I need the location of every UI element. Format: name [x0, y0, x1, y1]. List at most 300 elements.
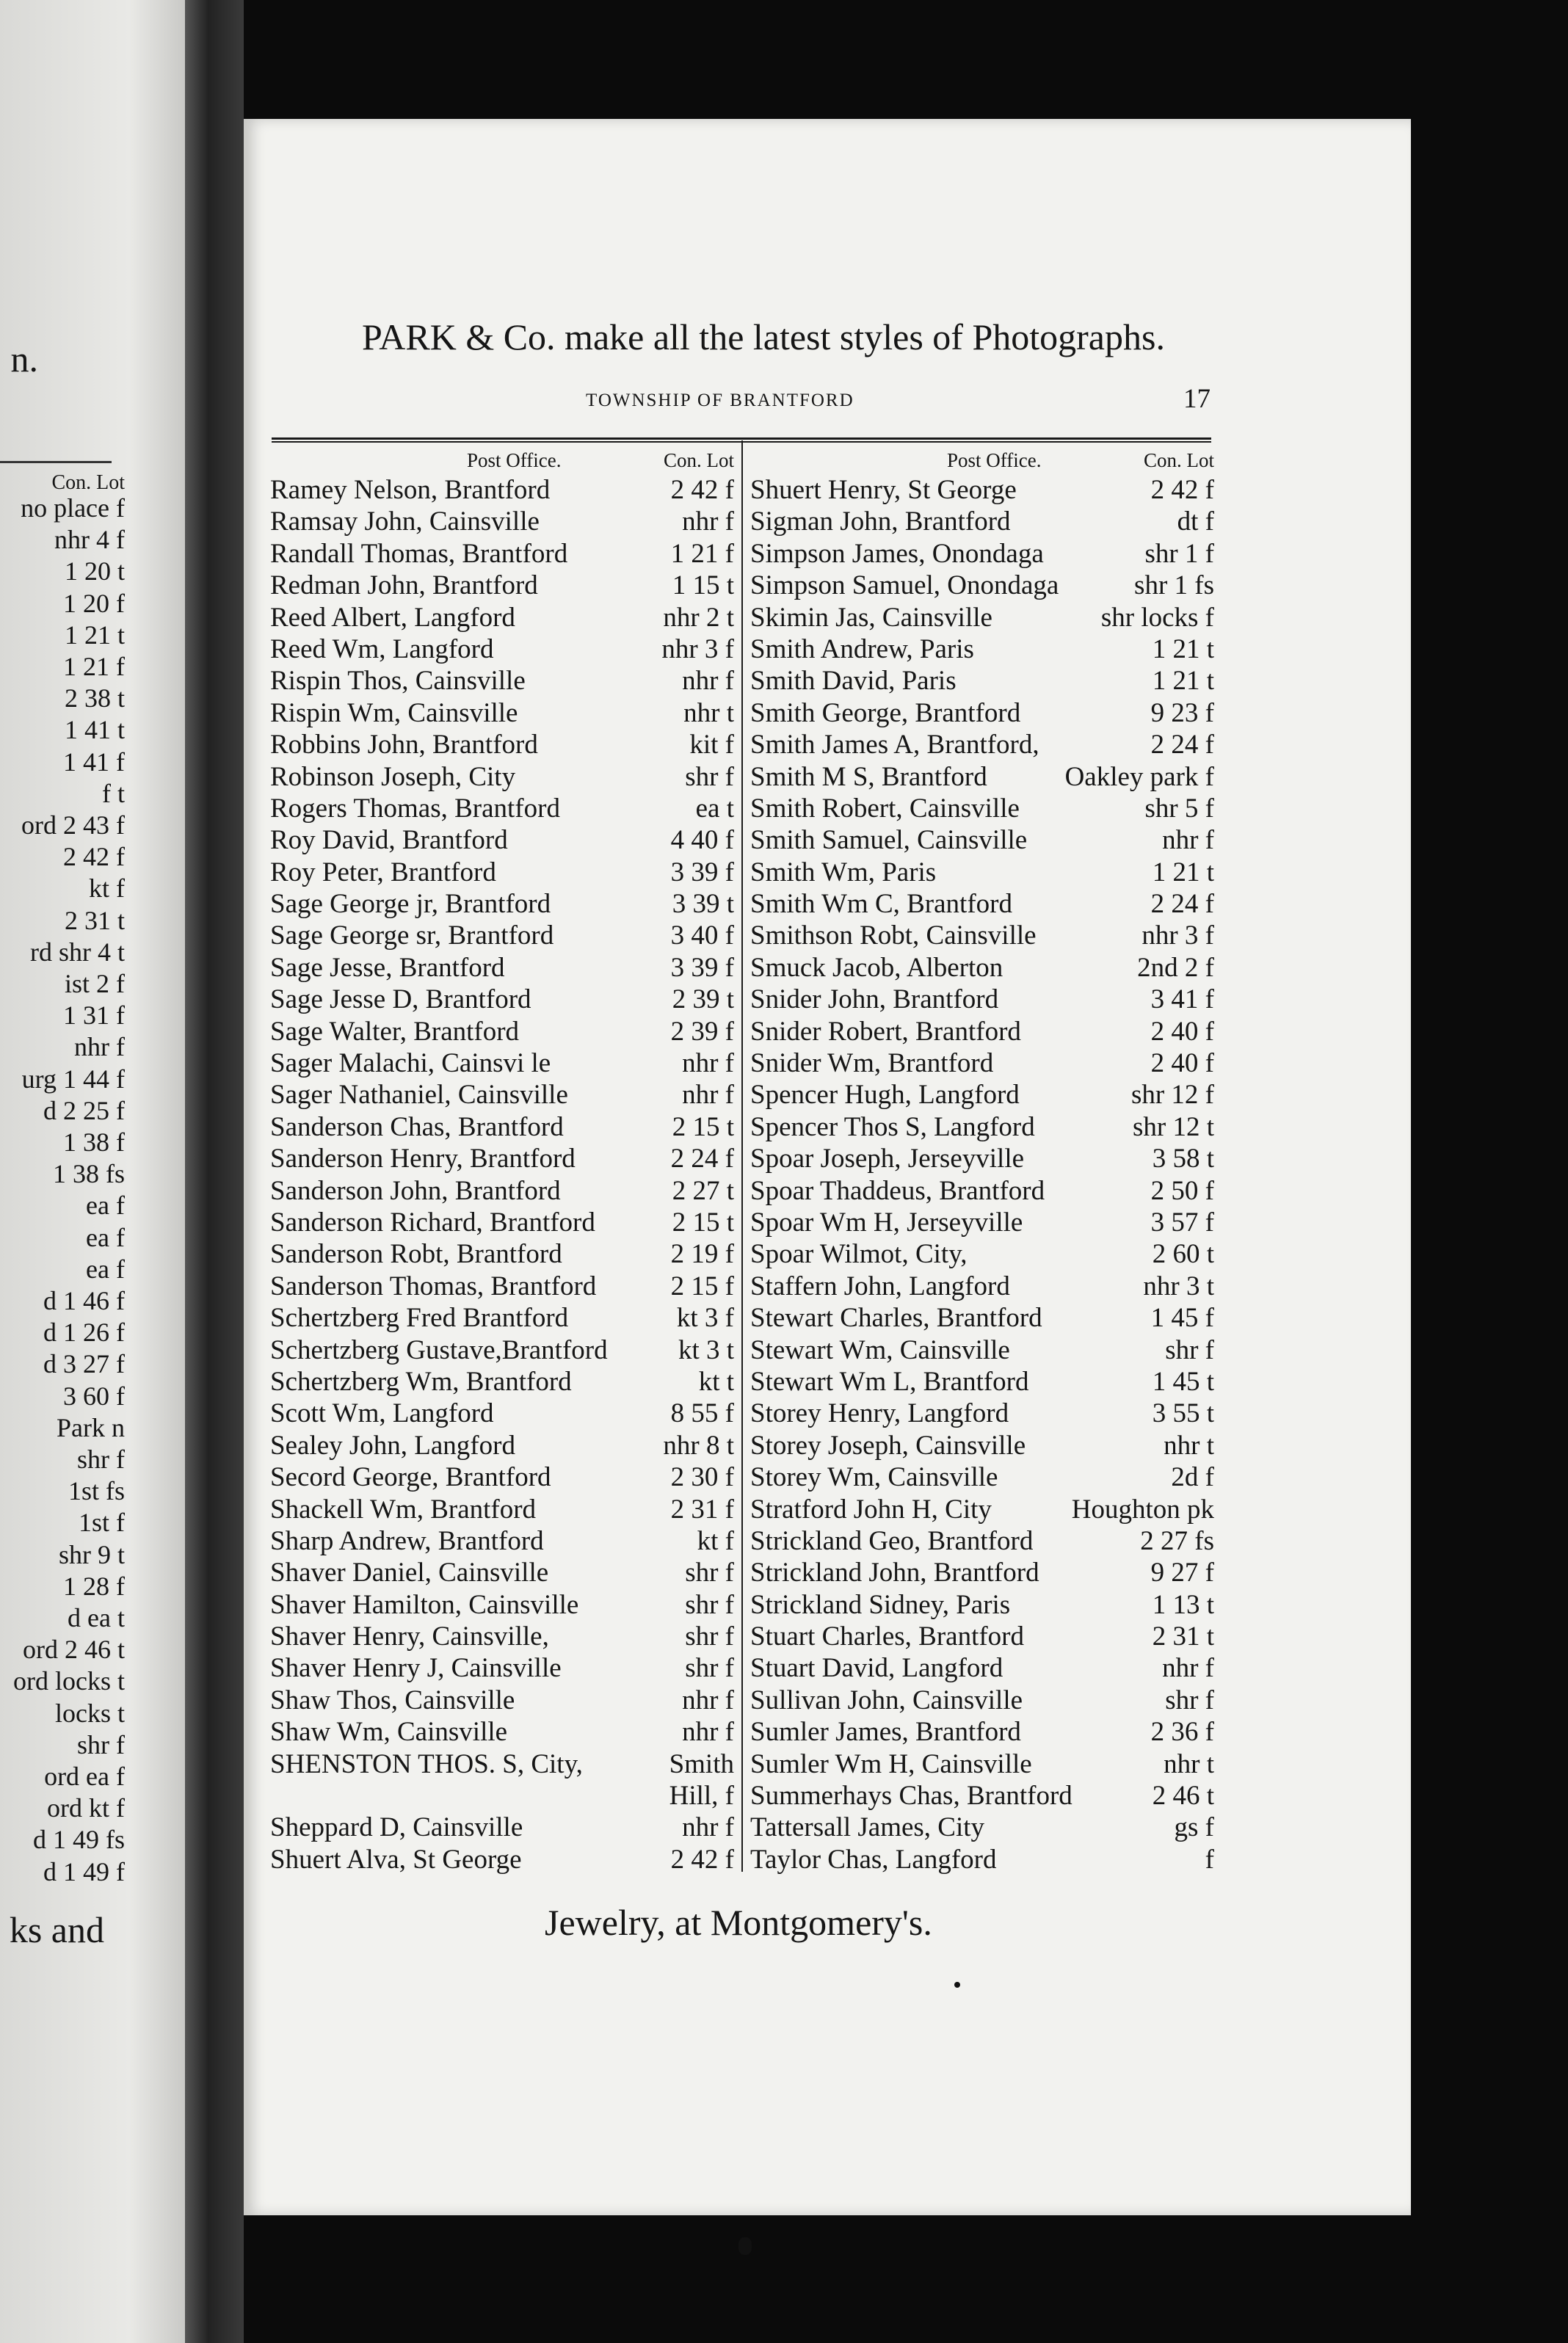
- entry-name: Spoar Thaddeus, Brantford: [750, 1175, 1045, 1206]
- left-page-line: 1 31 f: [63, 1000, 125, 1031]
- left-page-line: Park n: [57, 1412, 125, 1442]
- entry-con-lot: nhr t: [1164, 1430, 1214, 1461]
- entry-name: Spencer Thos S, Langford: [750, 1111, 1035, 1142]
- entry-con-lot: Oakley park f: [1064, 761, 1214, 792]
- directory-entry: [750, 1366, 1214, 1398]
- directory-entries-right: [750, 474, 1214, 1875]
- entry-name: Stuart Charles, Brantford: [750, 1621, 1024, 1652]
- top-rule: [272, 437, 1211, 440]
- directory-entry: [270, 984, 734, 1015]
- entry-con-lot: nhr f: [682, 506, 734, 537]
- directory-entry: [270, 1748, 734, 1780]
- entry-con-lot: ea t: [695, 793, 734, 824]
- directory-entry: [270, 1652, 734, 1684]
- entry-name: Sharp Andrew, Brantford: [270, 1525, 544, 1556]
- entry-name: Strickland Sidney, Paris: [750, 1589, 1011, 1620]
- entry-con-lot: dt f: [1177, 506, 1214, 537]
- entry-con-lot: 3 58 t: [1152, 1144, 1214, 1174]
- directory-entry: [270, 920, 734, 951]
- entry-name: Summerhays Chas, Brantford: [750, 1781, 1072, 1812]
- entry-con-lot: nhr 3 t: [1143, 1271, 1214, 1301]
- entry-con-lot: 8 55 f: [670, 1398, 734, 1429]
- directory-entry: [750, 1271, 1214, 1302]
- entry-name: Reed Albert, Langford: [270, 602, 515, 633]
- entry-name: Strickland Geo, Brantford: [750, 1525, 1034, 1556]
- directory-entry: [750, 1652, 1214, 1684]
- directory-entry: [270, 1271, 734, 1302]
- entry-con-lot: shr f: [685, 1653, 734, 1684]
- entry-con-lot: 2 46 t: [1152, 1781, 1214, 1812]
- directory-entry: [750, 1302, 1214, 1334]
- entry-con-lot: 2 39 f: [670, 1016, 734, 1047]
- entry-name: Shuert Henry, St George: [750, 475, 1017, 505]
- entry-name: Sheppard D, Cainsville: [270, 1812, 523, 1843]
- directory-entry: [270, 1079, 734, 1111]
- entry-name: Stewart Charles, Brantford: [750, 1303, 1042, 1334]
- directory-entry: [270, 793, 734, 824]
- entry-con-lot: 2 30 f: [670, 1462, 734, 1493]
- entry-con-lot: shr f: [685, 1621, 734, 1652]
- entry-con-lot: 1 21 t: [1152, 857, 1214, 887]
- entry-name: Schertzberg Gustave,Brantford: [270, 1334, 608, 1365]
- directory-entry: [270, 1398, 734, 1429]
- entry-con-lot: 2 39 t: [672, 984, 734, 1015]
- entry-con-lot: 2nd 2 f: [1137, 952, 1214, 983]
- left-page-line: ord locks t: [13, 1666, 125, 1696]
- entry-con-lot: 3 55 t: [1152, 1398, 1214, 1429]
- entry-name: Simpson Samuel, Onondaga: [750, 570, 1059, 601]
- directory-entry: [270, 506, 734, 537]
- entry-name: Sanderson John, Brantford: [270, 1175, 561, 1206]
- entry-name: Sanderson Thomas, Brantford: [270, 1271, 597, 1301]
- entry-con-lot: 2 27 t: [672, 1175, 734, 1206]
- entry-name: Sage Jesse D, Brantford: [270, 984, 531, 1015]
- entry-con-lot: gs f: [1174, 1812, 1214, 1843]
- entry-name: Smith Andrew, Paris: [750, 633, 974, 664]
- directory-entry: [270, 1780, 734, 1812]
- left-page-line: nhr 4 f: [54, 525, 125, 555]
- left-page-line: 2 42 f: [63, 842, 125, 872]
- entry-name: Sage George jr, Brantford: [270, 889, 551, 920]
- left-page-line: ea f: [86, 1191, 125, 1221]
- left-page-line: ea f: [86, 1222, 125, 1252]
- entry-con-lot: shr f: [1165, 1334, 1214, 1365]
- entry-name: Scott Wm, Langford: [270, 1398, 494, 1429]
- directory-entry: [750, 1812, 1214, 1843]
- entry-con-lot: nhr f: [682, 1717, 734, 1748]
- left-page-line: d 3 27 f: [43, 1349, 125, 1379]
- book-gutter: [185, 0, 244, 2343]
- entry-con-lot: shr 5 f: [1144, 793, 1214, 824]
- directory-entry: [750, 1621, 1214, 1652]
- left-page-line: locks t: [55, 1698, 125, 1728]
- left-page-footer-fragment: ks and: [9, 1909, 104, 1950]
- entry-con-lot: nhr 3 f: [1141, 920, 1214, 951]
- left-page-line: 1st fs: [68, 1476, 125, 1506]
- entry-con-lot: 3 40 f: [670, 920, 734, 951]
- left-page-line: urg 1 44 f: [21, 1064, 125, 1094]
- post-office-heading: Post Office.: [947, 449, 1042, 471]
- entry-name: Snider John, Brantford: [750, 984, 999, 1015]
- entry-con-lot: shr 1 fs: [1134, 570, 1214, 601]
- directory-entry: [750, 1461, 1214, 1493]
- page-number: 17: [1183, 384, 1211, 414]
- directory-entry: [750, 1111, 1214, 1143]
- left-page-line: shr f: [77, 1729, 125, 1759]
- left-page-line: d 1 49 fs: [33, 1825, 125, 1855]
- entry-name: Rispin Thos, Cainsville: [270, 666, 526, 697]
- directory-entry: [750, 1589, 1214, 1621]
- entry-con-lot: 1 45 t: [1152, 1366, 1214, 1397]
- entry-name: Tattersall James, City: [750, 1812, 985, 1843]
- entry-con-lot: 3 41 f: [1150, 984, 1214, 1015]
- entry-con-lot: kt 3 t: [678, 1334, 734, 1365]
- directory-entry: [270, 1016, 734, 1047]
- directory-column-right: [750, 449, 1214, 1875]
- directory-entry: [270, 1047, 734, 1079]
- directory-entry: [750, 952, 1214, 984]
- entry-con-lot: 2 31 t: [1152, 1621, 1214, 1652]
- directory-entry: [750, 761, 1214, 793]
- directory-entry: [270, 633, 734, 665]
- entry-name: Randall Thomas, Brantford: [270, 538, 568, 569]
- directory-entry: [270, 729, 734, 760]
- entry-con-lot: 1 13 t: [1152, 1589, 1214, 1620]
- entry-con-lot: nhr f: [682, 1048, 734, 1079]
- entry-name: Schertzberg Fred Brantford: [270, 1303, 569, 1334]
- directory-entry: [270, 474, 734, 506]
- left-page-line: f t: [102, 778, 125, 808]
- entry-name: Shackell Wm, Brantford: [270, 1494, 537, 1525]
- entry-name: Smith David, Paris: [750, 666, 957, 697]
- entry-con-lot: Hill, f: [669, 1781, 734, 1812]
- left-page-column-head: Con. Lot: [51, 471, 125, 494]
- directory-entry: [270, 1207, 734, 1238]
- entry-name: Smith Samuel, Cainsville: [750, 825, 1028, 856]
- left-page-line: d 1 26 f: [43, 1318, 125, 1348]
- entry-name: Ramey Nelson, Brantford: [270, 475, 551, 505]
- directory-entry: [270, 1525, 734, 1557]
- entry-name: Sage George sr, Brantford: [270, 920, 554, 951]
- directory-entry: [750, 793, 1214, 824]
- entry-name: Shaver Hamilton, Cainsville: [270, 1589, 579, 1620]
- directory-entry: [750, 729, 1214, 760]
- directory-entry: [270, 1461, 734, 1493]
- directory-entry: [270, 665, 734, 697]
- entry-con-lot: 3 57 f: [1150, 1207, 1214, 1238]
- directory-entry: [750, 1748, 1214, 1780]
- post-office-heading: Post Office.: [467, 449, 562, 471]
- left-page-line: 1 28 f: [63, 1571, 125, 1601]
- entry-name: Strickland John, Brantford: [750, 1558, 1039, 1588]
- entry-name: Sanderson Robt, Brantford: [270, 1239, 562, 1270]
- entry-con-lot: 2 60 t: [1152, 1239, 1214, 1270]
- entry-con-lot: kit f: [689, 730, 734, 760]
- entry-con-lot: 2d f: [1171, 1462, 1214, 1493]
- entry-con-lot: 1 21 f: [670, 538, 734, 569]
- entry-name: Storey Henry, Langford: [750, 1398, 1009, 1429]
- directory-entry: [270, 1175, 734, 1207]
- entry-con-lot: nhr f: [1162, 1653, 1214, 1684]
- left-page-line: nhr f: [74, 1032, 125, 1062]
- directory-entry: [270, 761, 734, 793]
- directory-entry: [270, 1238, 734, 1270]
- left-page-line: ord 2 43 f: [21, 810, 125, 840]
- entry-name: Smith Robert, Cainsville: [750, 793, 1020, 824]
- left-page-line: 1 41 f: [63, 747, 125, 777]
- entry-con-lot: 9 23 f: [1150, 697, 1214, 728]
- left-page-line: ord 2 46 t: [23, 1635, 125, 1665]
- column-divider: [741, 440, 743, 1872]
- entry-name: Spoar Joseph, Jerseyville: [750, 1144, 1025, 1174]
- directory-entry: [270, 1812, 734, 1843]
- entry-name: Spoar Wilmot, City,: [750, 1239, 968, 1270]
- entry-name: Sumler Wm H, Cainsville: [750, 1748, 1032, 1779]
- entry-name: SHENSTON THOS. S, City,: [270, 1748, 583, 1779]
- directory-entry: [750, 1557, 1214, 1588]
- directory-entry: [750, 1016, 1214, 1047]
- directory-entry: [750, 1207, 1214, 1238]
- entry-name: Smith Wm C, Brantford: [750, 889, 1012, 920]
- directory-entry: [750, 1430, 1214, 1461]
- entry-name: Snider Robert, Brantford: [750, 1016, 1021, 1047]
- directory-column-left: [270, 449, 734, 1875]
- directory-entry: [270, 857, 734, 888]
- entry-con-lot: 2 24 f: [670, 1144, 734, 1174]
- entry-con-lot: 1 21 t: [1152, 633, 1214, 664]
- directory-entry: [750, 1844, 1214, 1875]
- entry-name: Shaver Henry J, Cainsville: [270, 1653, 562, 1684]
- directory-entry: [750, 920, 1214, 951]
- entry-con-lot: shr locks f: [1100, 602, 1214, 633]
- entry-name: Sanderson Richard, Brantford: [270, 1207, 595, 1238]
- con-lot-heading: Con. Lot: [1143, 449, 1214, 471]
- left-page-heading-fragment: n.: [10, 338, 38, 379]
- entry-name: Sage Jesse, Brantford: [270, 952, 505, 983]
- entry-name: Secord George, Brantford: [270, 1462, 551, 1493]
- entry-name: Shaw Thos, Cainsville: [270, 1685, 515, 1715]
- entry-name: Schertzberg Wm, Brantford: [270, 1366, 572, 1397]
- left-page-line: ord kt f: [47, 1793, 125, 1823]
- left-page-line: 1 41 t: [64, 715, 125, 745]
- entry-name: Stratford John H, City: [750, 1494, 992, 1525]
- left-page-line: 1 38 fs: [53, 1159, 125, 1189]
- entry-con-lot: 2 40 f: [1150, 1048, 1214, 1079]
- left-page-line: 2 31 t: [64, 905, 125, 935]
- directory-entry: [750, 633, 1214, 665]
- left-page-line: 1 21 f: [63, 652, 125, 681]
- left-page-line: 1 20 f: [63, 588, 125, 618]
- entry-con-lot: nhr f: [682, 1685, 734, 1715]
- entry-con-lot: 3 39 t: [672, 889, 734, 920]
- entry-con-lot: 2 19 f: [670, 1239, 734, 1270]
- entry-name: Shaver Henry, Cainsville,: [270, 1621, 549, 1652]
- print-speck: [954, 1982, 960, 1988]
- entry-con-lot: 2 15 t: [672, 1111, 734, 1142]
- directory-entry: [750, 1079, 1214, 1111]
- entry-name: Spencer Hugh, Langford: [750, 1080, 1020, 1111]
- directory-entry: [270, 1334, 734, 1366]
- entry-con-lot: nhr t: [1164, 1748, 1214, 1779]
- entry-name: Spoar Wm H, Jerseyville: [750, 1207, 1023, 1238]
- directory-entry: [270, 1111, 734, 1143]
- entry-name: Staffern John, Langford: [750, 1271, 1010, 1301]
- directory-entry: [270, 570, 734, 601]
- directory-entry: [750, 888, 1214, 920]
- entry-con-lot: nhr f: [682, 666, 734, 697]
- entry-name: Sager Nathaniel, Cainsville: [270, 1080, 568, 1111]
- entry-con-lot: 1 21 t: [1152, 666, 1214, 697]
- entry-con-lot: 2 40 f: [1150, 1016, 1214, 1047]
- entry-con-lot: 1 45 f: [1150, 1303, 1214, 1334]
- directory-entry: [750, 697, 1214, 729]
- gutter-mark: [738, 2237, 752, 2255]
- entry-name: Storey Wm, Cainsville: [750, 1462, 998, 1493]
- directory-entry: [270, 1302, 734, 1334]
- entry-con-lot: 2 15 t: [672, 1207, 734, 1238]
- entry-name: Robinson Joseph, City: [270, 761, 516, 792]
- directory-entry: [750, 1238, 1214, 1270]
- entry-name: Shaver Daniel, Cainsville: [270, 1558, 549, 1588]
- entry-name: Stuart David, Langford: [750, 1653, 1003, 1684]
- left-page-line: d 1 49 f: [43, 1856, 125, 1886]
- left-page-line: ea f: [86, 1254, 125, 1284]
- directory-entry: [270, 1430, 734, 1461]
- directory-entry: [270, 824, 734, 856]
- entry-name: Smithson Robt, Cainsville: [750, 920, 1037, 951]
- entry-name: Shaw Wm, Cainsville: [270, 1717, 508, 1748]
- directory-entry: [270, 1621, 734, 1652]
- left-page-line: 1 21 t: [64, 620, 125, 650]
- directory-entry: [270, 1716, 734, 1748]
- entry-name: Storey Joseph, Cainsville: [750, 1430, 1026, 1461]
- entry-con-lot: 2 42 f: [1150, 475, 1214, 505]
- entry-con-lot: 2 24 f: [1150, 889, 1214, 920]
- column-header-right: [750, 449, 1214, 474]
- entry-name: Smith Wm, Paris: [750, 857, 937, 887]
- entry-con-lot: 9 27 f: [1150, 1558, 1214, 1588]
- directory-entry: [270, 1494, 734, 1525]
- entry-con-lot: kt 3 f: [676, 1303, 734, 1334]
- entry-name: Shuert Alva, St George: [270, 1844, 522, 1875]
- directory-entry: [750, 984, 1214, 1015]
- directory-entry: [750, 1175, 1214, 1207]
- entry-con-lot: nhr 8 t: [663, 1430, 734, 1461]
- directory-entry: [270, 538, 734, 570]
- entry-con-lot: shr 1 f: [1144, 538, 1214, 569]
- page-header-advert: PARK & Co. make all the latest styles of Photographs.: [362, 316, 1165, 357]
- entry-name: Smith M S, Brantford: [750, 761, 987, 792]
- entry-name: Sullivan John, Cainsville: [750, 1685, 1023, 1715]
- left-page-line: ist 2 f: [64, 969, 125, 998]
- directory-entry: [270, 952, 734, 984]
- entry-con-lot: 2 27 fs: [1140, 1525, 1214, 1556]
- directory-entry: [750, 1398, 1214, 1429]
- entry-con-lot: 2 24 f: [1150, 730, 1214, 760]
- left-page-line: rd shr 4 t: [30, 937, 125, 967]
- entry-con-lot: Houghton pk: [1071, 1494, 1214, 1525]
- entry-con-lot: nhr t: [683, 697, 734, 728]
- directory-entry: [750, 857, 1214, 888]
- entry-con-lot: kt t: [698, 1366, 734, 1397]
- directory-entry: [750, 1143, 1214, 1174]
- entry-con-lot: 2 36 f: [1150, 1717, 1214, 1748]
- entry-con-lot: 2 50 f: [1150, 1175, 1214, 1206]
- directory-entry: [270, 1685, 734, 1716]
- entry-name: Taylor Chas, Langford: [750, 1844, 997, 1875]
- entry-con-lot: shr f: [1165, 1685, 1214, 1715]
- directory-entry: [750, 1047, 1214, 1079]
- left-page-line: shr 9 t: [59, 1539, 125, 1569]
- entry-name: Stewart Wm, Cainsville: [750, 1334, 1010, 1365]
- entry-name: Roy Peter, Brantford: [270, 857, 496, 887]
- entry-con-lot: 3 39 f: [670, 857, 734, 887]
- directory-entry: [750, 824, 1214, 856]
- entry-name: Rispin Wm, Cainsville: [270, 697, 518, 728]
- entry-name: Simpson James, Onondaga: [750, 538, 1044, 569]
- entry-con-lot: nhr 3 f: [661, 633, 734, 664]
- entry-name: Stewart Wm L, Brantford: [750, 1366, 1029, 1397]
- entry-con-lot: nhr f: [682, 1080, 734, 1111]
- entry-con-lot: 2 42 f: [670, 1844, 734, 1875]
- left-page-line: 3 60 f: [63, 1381, 125, 1411]
- entry-con-lot: shr 12 t: [1133, 1111, 1214, 1142]
- directory-entry: [750, 570, 1214, 601]
- directory-entry: [750, 602, 1214, 633]
- left-page-line: 1 20 t: [64, 556, 125, 586]
- directory-entry: [750, 1716, 1214, 1748]
- running-title: TOWNSHIP OF BRANTFORD: [586, 390, 854, 410]
- entry-con-lot: shr f: [685, 1558, 734, 1588]
- left-page-line: 1 38 f: [63, 1127, 125, 1157]
- left-page-line: no place f: [21, 493, 125, 523]
- entry-name: Rogers Thomas, Brantford: [270, 793, 560, 824]
- left-page-line: shr f: [77, 1445, 125, 1474]
- left-page-rule: [0, 461, 112, 463]
- entry-con-lot: 2 31 f: [670, 1494, 734, 1525]
- entry-name: Sage Walter, Brantford: [270, 1016, 520, 1047]
- entry-con-lot: Smith: [669, 1748, 734, 1779]
- entry-con-lot: 1 15 t: [672, 570, 734, 601]
- directory-entry: [750, 1494, 1214, 1525]
- left-page-fragment: [0, 0, 185, 2343]
- con-lot-heading: Con. Lot: [663, 449, 734, 471]
- directory-entry: [750, 506, 1214, 537]
- entry-con-lot: shr f: [685, 761, 734, 792]
- directory-entry: [750, 1525, 1214, 1557]
- page-footer-advert: Jewelry, at Montgomery's.: [545, 1902, 932, 1943]
- directory-entry: [270, 1143, 734, 1174]
- directory-entry: [270, 697, 734, 729]
- entry-name: Sanderson Chas, Brantford: [270, 1111, 564, 1142]
- left-page-line: kt f: [89, 873, 125, 904]
- entry-name: Sealey John, Langford: [270, 1430, 515, 1461]
- directory-entries-left: [270, 474, 734, 1875]
- entry-con-lot: nhr 2 t: [663, 602, 734, 633]
- directory-entry: [750, 1780, 1214, 1812]
- entry-con-lot: 2 42 f: [670, 475, 734, 505]
- entry-name: Sumler James, Brantford: [750, 1717, 1021, 1748]
- left-page-line: ord ea f: [44, 1762, 125, 1791]
- left-page-line: 2 38 t: [64, 683, 125, 713]
- left-page-line: d 2 25 f: [43, 1095, 125, 1125]
- entry-name: Smith George, Brantford: [750, 697, 1021, 728]
- directory-entry: [270, 1366, 734, 1398]
- directory-entry: [750, 1685, 1214, 1716]
- entry-con-lot: nhr f: [682, 1812, 734, 1843]
- column-header-left: [270, 449, 734, 474]
- entry-con-lot: 2 15 f: [670, 1271, 734, 1301]
